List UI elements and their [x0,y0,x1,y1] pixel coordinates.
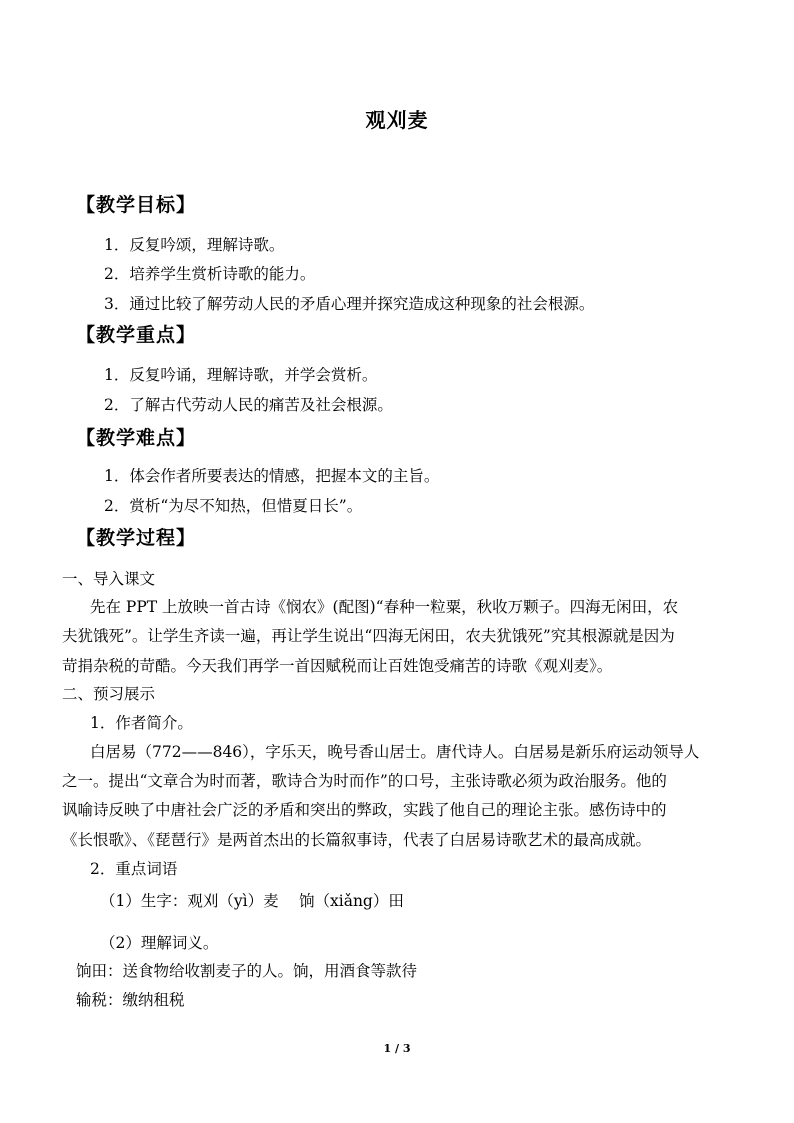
key-point-item-1: 1．反复吟诵，理解诗歌，并学会赏析。 [104,366,378,384]
difficulty-item-1: 1．体会作者所要表达的情感，把握本文的主旨。 [104,467,440,485]
goal-item-3: 3．通过比较了解劳动人民的矛盾心理并探究造成这种现象的社会根源。 [104,295,595,313]
difficulty-item-2: 2．赏析“为尽不知热，但惜夏日长”。 [104,497,363,515]
vocab-sub-1: （1）生字：观刈（yì）麦 饷（xiǎng）田 [100,892,404,910]
part2-title: 二、预习展示 [62,685,156,703]
vocab-title: 2．重点词语 [90,860,178,878]
part1-line-1: 先在 PPT 上放映一首古诗《悯农》(配图)“春种一粒粟，秋收万颗子。四海无闲田，农 [90,598,679,616]
heading-key-points: 【教学重点】 [76,324,197,346]
author-line-4: 《长恨歌》、《琵琶行》是两首杰出的长篇叙事诗，代表了白居易诗歌艺术的最高成就。 [62,831,652,849]
part1-title: 一、导入课文 [62,570,156,588]
goal-item-1: 1．反复吟颂，理解诗歌。 [104,236,285,254]
heading-difficulties: 【教学难点】 [76,427,197,449]
vocab-sub-2: （2）理解词义。 [100,934,219,952]
goal-item-2: 2．培养学生赏析诗歌的能力。 [104,265,316,283]
author-title: 1．作者简介。 [90,714,193,732]
author-line-1: 白居易（772——846），字乐天，晚号香山居士。唐代诗人。白居易是新乐府运动领导人 [90,743,700,761]
author-line-3: 讽喻诗反映了中唐社会广泛的矛盾和突出的弊政，实践了他自己的理论主张。感伤诗中的 [62,801,667,819]
key-point-item-2: 2．了解古代劳动人民的痛苦及社会根源。 [104,396,393,414]
heading-teaching-goals: 【教学目标】 [76,194,197,216]
definition-2: 输税：缴纳租税 [76,991,185,1009]
document-title: 观刈麦 [365,108,429,132]
page-number: 1 / 3 [383,1042,411,1055]
part1-line-2: 夫犹饿死”。让学生齐读一遍，再让学生说出“四海无闲田，农夫犹饿死”究其根源就是因为 [62,627,675,645]
author-line-2: 之一。提出“文章合为时而著，歌诗合为时而作”的口号，主张诗歌必须为政治服务。他的 [62,772,667,790]
heading-teaching-process: 【教学过程】 [76,527,197,549]
definition-1: 饷田：送食物给收割麦子的人。饷，用酒食等款待 [76,962,418,980]
part1-line-3: 苛捐杂税的苛酷。今天我们再学一首因赋税而让百姓饱受痛苦的诗歌《观刈麦》。 [62,657,613,675]
